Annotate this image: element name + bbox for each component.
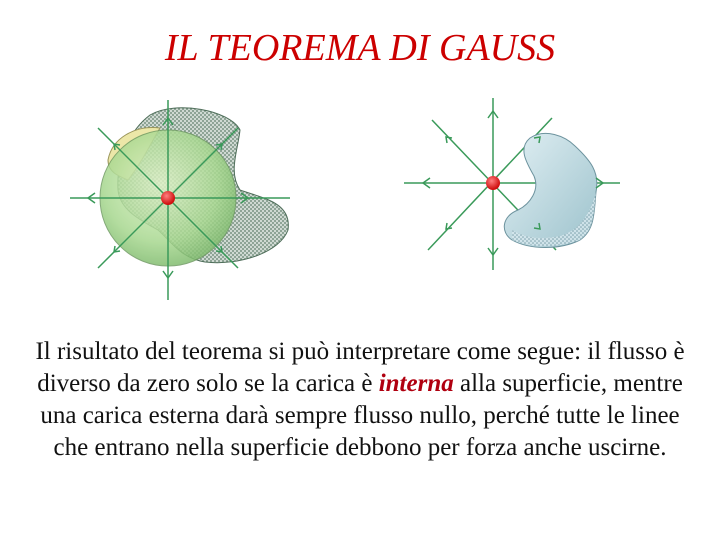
internal-charge [161, 191, 175, 205]
gauss-figures [0, 90, 720, 300]
caption-emphasis: interna [378, 370, 454, 397]
internal-charge-figure [70, 100, 290, 300]
slide-title: IL TEOREMA DI GAUSS [164, 27, 556, 69]
caption-text [30, 336, 690, 464]
caption-part-1: Il risultato del teorema si può interpretare come segue: il flusso è diverso da zero solo se la carica è [35, 338, 685, 397]
caption-part-2: alla superficie, mentre una carica esterna darà sempre flusso nullo, perché tutte le linee che entrano nella superficie debbono per forza anche uscirne. [40, 370, 683, 461]
external-charge [486, 176, 500, 190]
external-charge-figure [404, 98, 620, 270]
